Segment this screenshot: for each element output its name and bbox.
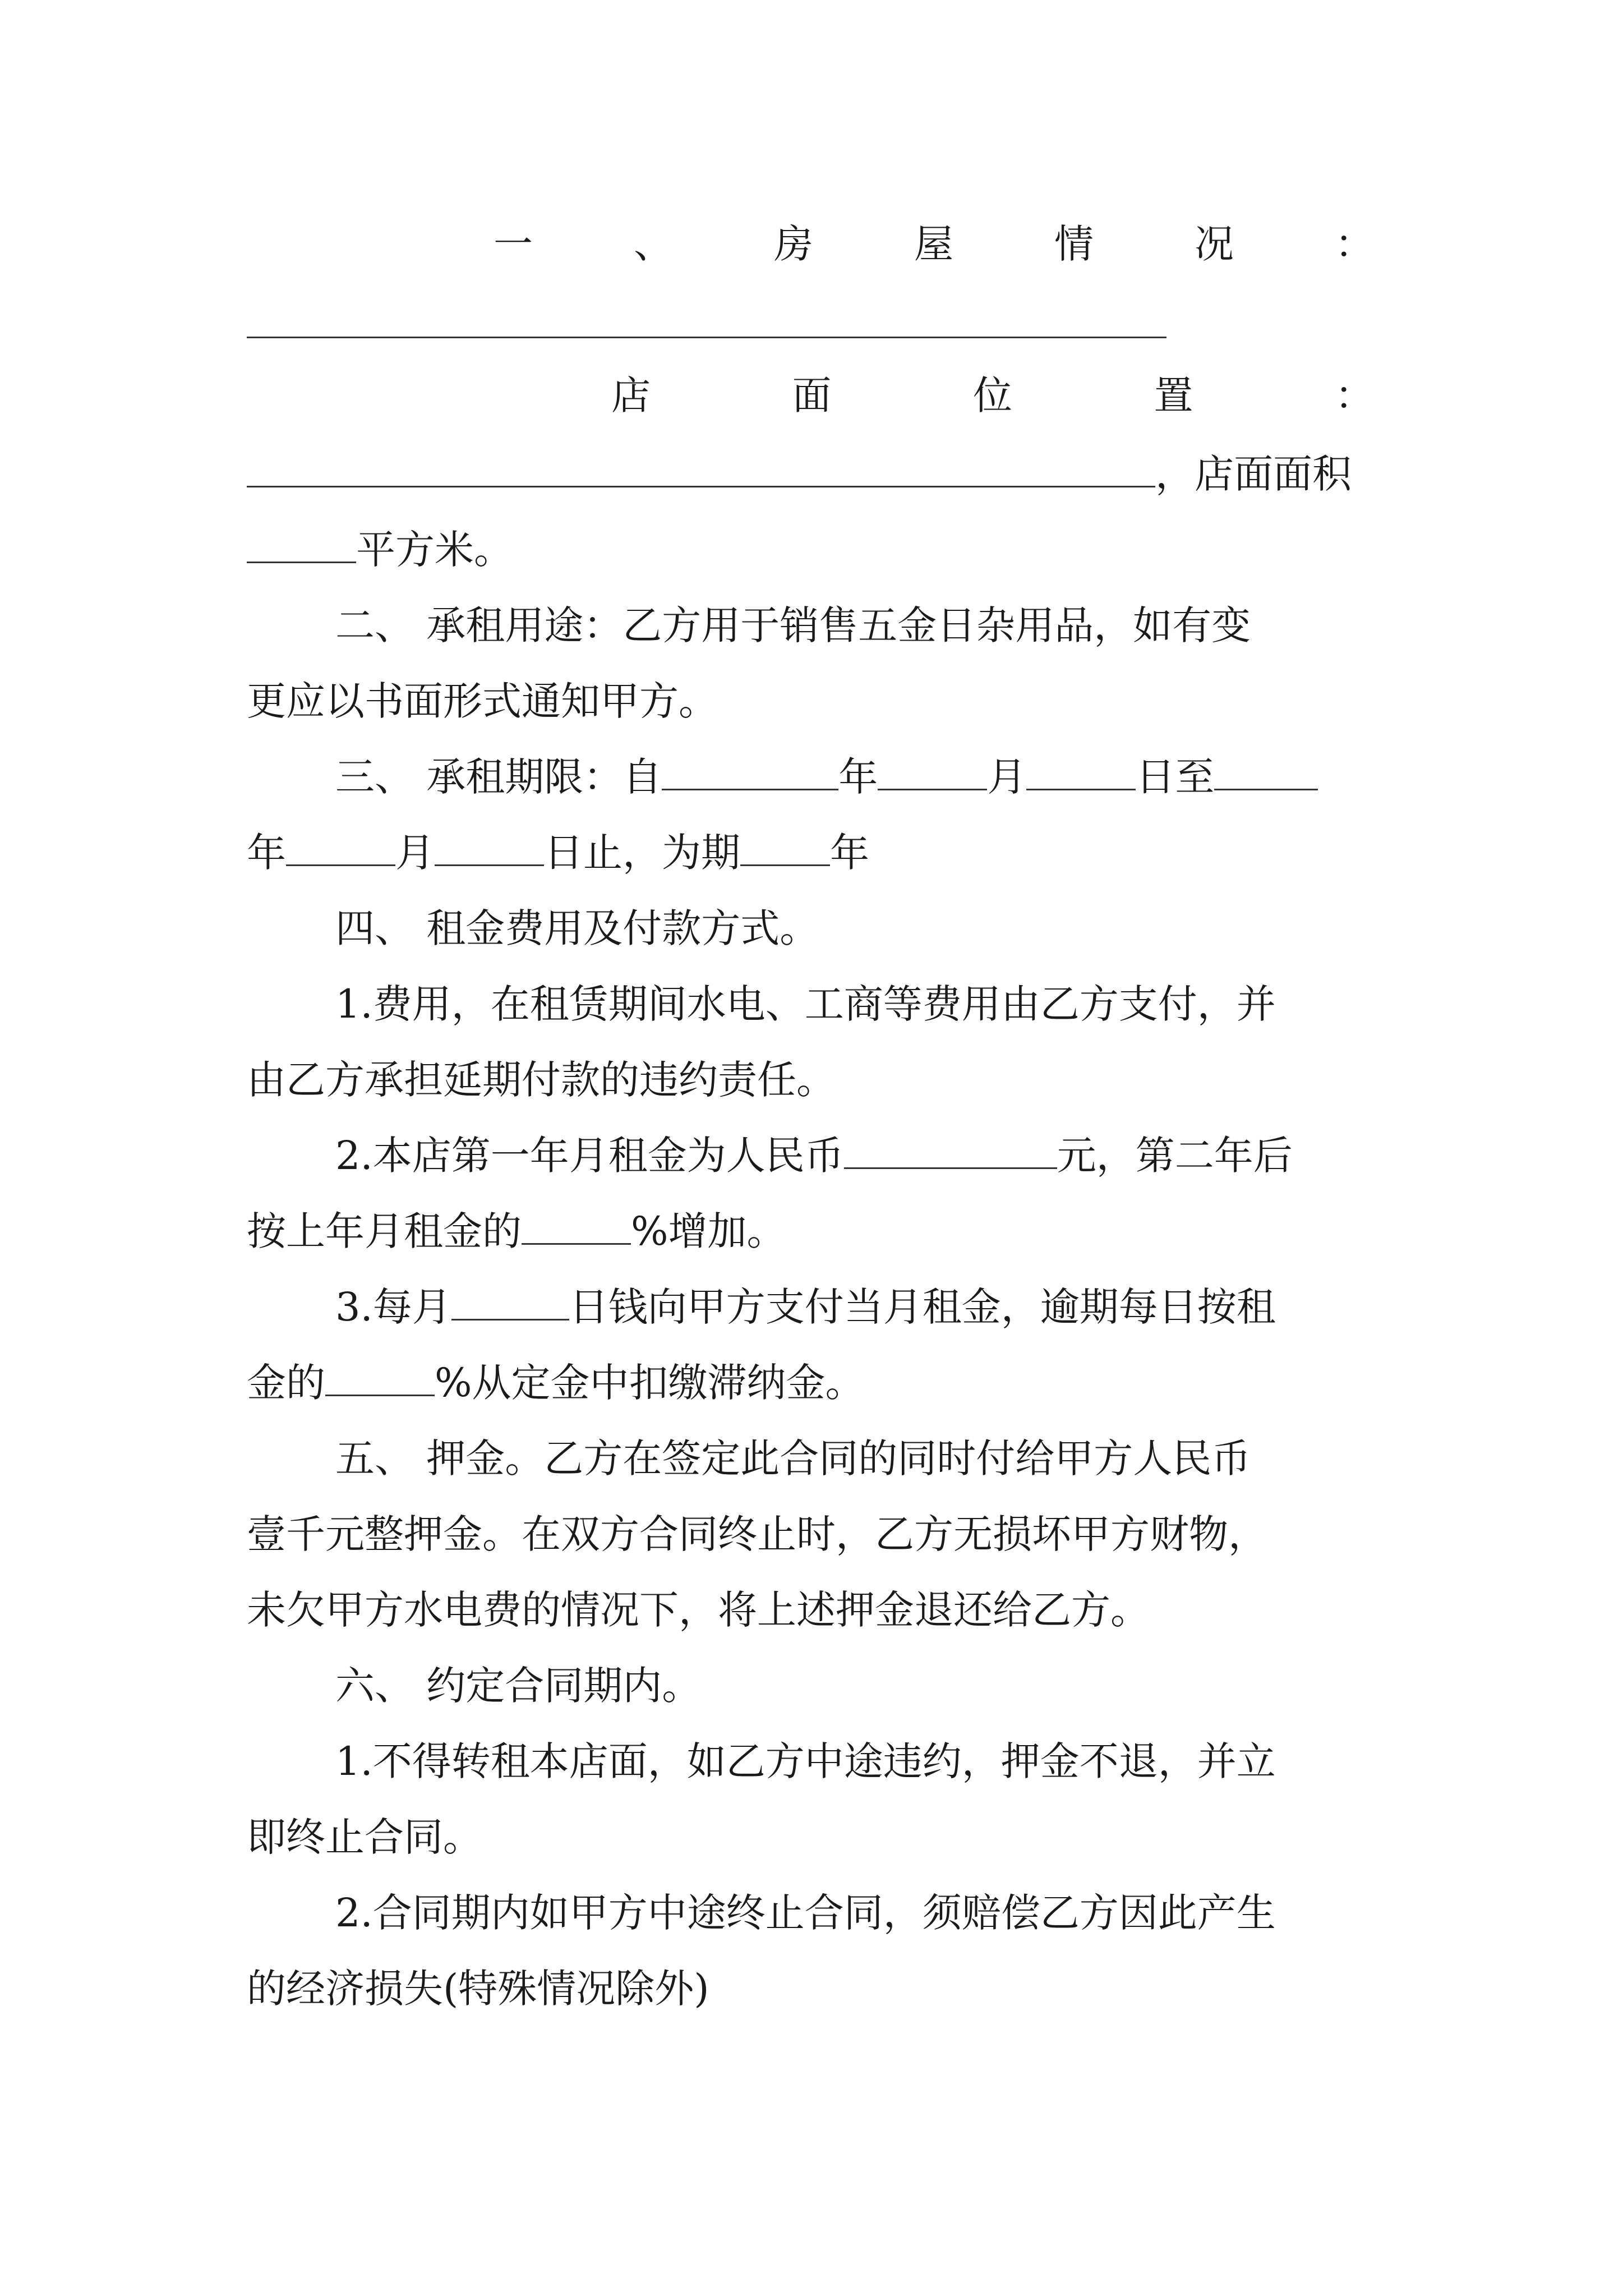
text-segment: 日至 (1136, 754, 1215, 800)
text-segment: 日止，为期 (544, 830, 740, 876)
payment-day-blank (451, 1284, 569, 1320)
clause-4-2-line-1 (335, 1128, 1293, 1184)
text-segment: 金的 (247, 1360, 325, 1406)
text-segment: 年 (838, 754, 878, 800)
store-location-blank (247, 451, 1155, 487)
house-info-blank (247, 337, 1166, 338)
clause-3-line-1 (335, 749, 1318, 805)
heading-char: 置 (1154, 372, 1193, 418)
text-segment: %从定金中扣缴滞纳金。 (435, 1360, 865, 1406)
section-1-heading (494, 216, 1374, 272)
clause-6-1-line-1: 1.不得转租本店面，如乙方中途违约，押金不退，并立 (335, 1738, 1276, 1784)
start-day-blank (1026, 754, 1136, 790)
text-segment: %增加。 (631, 1208, 786, 1254)
store-location-heading (611, 367, 1374, 424)
heading-char: 面 (792, 372, 832, 418)
end-month-blank (286, 830, 395, 866)
square-meters-text: 平方米。 (356, 527, 513, 573)
store-area-line (247, 522, 513, 578)
text-segment: 按上年月租金的 (247, 1208, 522, 1254)
clause-4-1-line-2: 由乙方承担延期付款的违约责任。 (247, 1057, 836, 1103)
clause-6-heading: 六、 约定合同期内。 (335, 1663, 702, 1709)
heading-char: 屋 (914, 221, 953, 267)
heading-char: 况 (1195, 221, 1234, 267)
heading-char: ： (1335, 221, 1374, 267)
store-location-line (247, 446, 1352, 502)
clause-4-3-line-2 (247, 1355, 865, 1411)
text-segment: 年 (247, 830, 286, 876)
heading-char: 房 (774, 221, 813, 267)
rent-increase-blank (522, 1208, 631, 1245)
heading-char: 情 (1054, 221, 1094, 267)
late-fee-blank (325, 1360, 435, 1396)
clause-2-line-1: 二、 承租用途：乙方用于销售五金日杂用品，如有变 (335, 602, 1251, 648)
clause-4-3-line-1 (335, 1279, 1276, 1335)
store-area-label: ，店面面积 (1155, 451, 1352, 497)
text-segment: 年 (830, 830, 869, 876)
text-segment: 三、 承租期限：自 (335, 754, 662, 800)
text-segment: 日钱向甲方支付当月租金，逾期每日按租 (569, 1284, 1276, 1330)
clause-6-1-line-2: 即终止合同。 (247, 1814, 482, 1860)
heading-char: 一 (494, 221, 533, 267)
clause-5-line-2: 壹千元整押金。在双方合同终止时，乙方无损坏甲方财物， (247, 1511, 1267, 1557)
end-year-blank (1214, 754, 1318, 790)
clause-4-1-line-1: 1.费用，在租赁期间水电、工商等费用由乙方支付，并 (335, 981, 1276, 1027)
start-month-blank (878, 754, 987, 790)
monthly-rent-blank (844, 1133, 1057, 1169)
text-segment: 2.本店第一年月租金为人民币 (335, 1133, 844, 1179)
store-area-blank (247, 527, 356, 563)
heading-char: 店 (611, 372, 651, 418)
text-segment: 3.每月 (335, 1284, 451, 1330)
text-segment: 月 (987, 754, 1027, 800)
text-segment: 元，第二年后 (1057, 1133, 1293, 1179)
clause-6-2-line-1: 2.合同期内如甲方中途终止合同，须赔偿乙方因此产生 (335, 1890, 1276, 1936)
heading-char: 位 (973, 372, 1012, 418)
term-years-blank (740, 830, 830, 866)
clause-4-heading: 四、 租金费用及付款方式。 (335, 905, 819, 951)
heading-char: ： (1335, 372, 1374, 418)
heading-char: 、 (634, 221, 673, 267)
start-year-blank (662, 754, 838, 790)
end-day-blank (435, 830, 544, 866)
clause-5-line-3: 未欠甲方水电费的情况下，将上述押金退还给乙方。 (247, 1587, 1150, 1633)
clause-5-line-1: 五、 押金。乙方在签定此合同的同时付给甲方人民币 (335, 1435, 1251, 1481)
clause-3-line-2 (247, 825, 869, 881)
clause-2-line-2: 更应以书面形式通知甲方。 (247, 678, 718, 724)
clause-4-2-line-2 (247, 1203, 786, 1259)
clause-6-2-line-2: 的经济损失(特殊情况除外) (247, 1966, 709, 2012)
text-segment: 月 (395, 830, 435, 876)
